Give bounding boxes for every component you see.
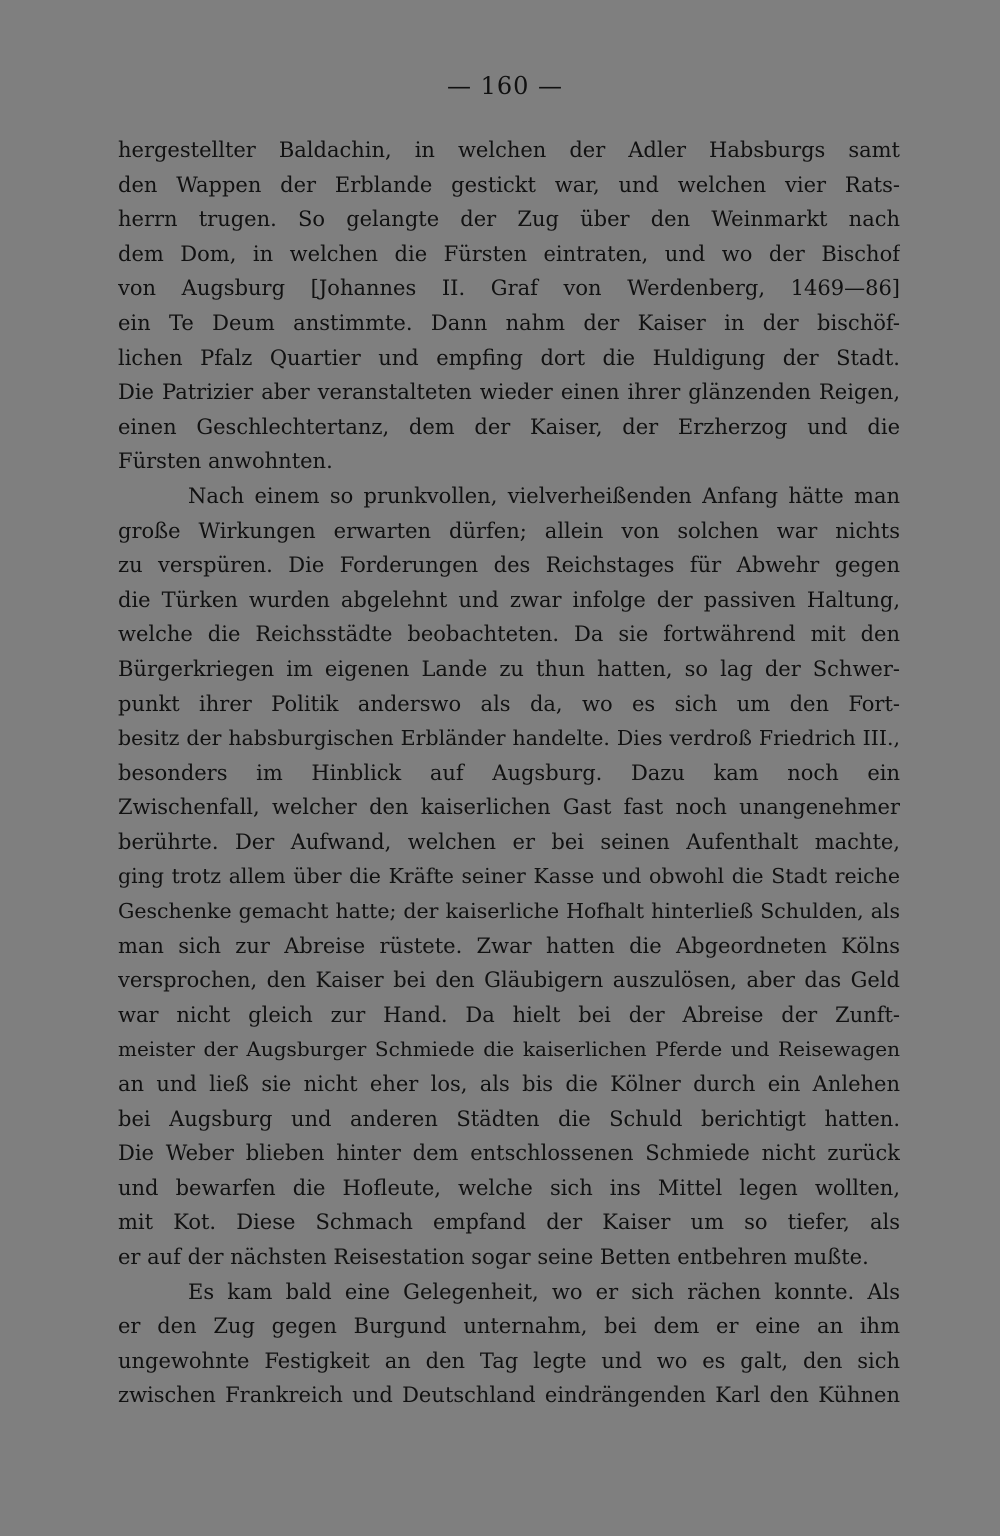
- text-line: punkt ihrer Politik anderswo als da, wo es sich um den Fort-: [118, 691, 900, 716]
- text-line: von Augsburg [Johannes II. Graf von Werdenberg, 1469—86]: [118, 276, 900, 301]
- text-line: ein Te Deum anstimmte. Dann nahm der Kaiser in der bischöf-: [118, 310, 900, 335]
- text-line: meister der Augsburger Schmiede die kaiserlichen Pferde und Reisewagen: [118, 1037, 900, 1062]
- text-line: war nicht gleich zur Hand. Da hielt bei der Abreise der Zunft-: [118, 1002, 900, 1027]
- text-line: Zwischenfall, welcher den kaiserlichen Gast fast noch unangenehmer: [118, 795, 900, 820]
- body-text: [118, 133, 900, 1413]
- text-line: ungewohnte Festigkeit an den Tag legte und wo es galt, den sich: [118, 1348, 900, 1373]
- text-line: die Türken wurden abgelehnt und zwar infolge der passiven Haltung,: [118, 587, 900, 612]
- text-line: er auf der nächsten Reisestation sogar seine Betten entbehren mußte.: [118, 1245, 869, 1269]
- text-line: einen Geschlechtertanz, dem der Kaiser, der Erzherzog und die: [118, 414, 900, 439]
- text-line: Die Patrizier aber veranstalteten wieder einen ihrer glänzenden Reigen,: [118, 380, 900, 405]
- text-line: Bürgerkriegen im eigenen Lande zu thun hatten, so lag der Schwer-: [118, 656, 900, 681]
- text-line: und bewarfen die Hofleute, welche sich ins Mittel legen wollten,: [118, 1175, 900, 1200]
- text-line: berührte. Der Aufwand, welchen er bei seinen Aufenthalt machte,: [118, 829, 900, 854]
- text-line: besonders im Hinblick auf Augsburg. Dazu kam noch ein: [118, 760, 900, 785]
- text-line: Geschenke gemacht hatte; der kaiserliche Hofhalt hinterließ Schulden, als: [118, 899, 900, 924]
- text-line: dem Dom, in welchen die Fürsten eintraten, und wo der Bischof: [118, 241, 900, 266]
- text-line: versprochen, den Kaiser bei den Gläubigern auszulösen, aber das Geld: [118, 968, 900, 993]
- text-line: er den Zug gegen Burgund unternahm, bei dem er eine an ihm: [118, 1314, 900, 1339]
- text-line: den Wappen der Erblande gestickt war, und welchen vier Rats-: [118, 172, 900, 197]
- page-number: — 160 —: [446, 72, 564, 100]
- text-line: Es kam bald eine Gelegenheit, wo er sich rächen konnte. Als: [188, 1279, 900, 1304]
- text-line: welche die Reichsstädte beobachteten. Da sie fortwährend mit den: [118, 622, 900, 647]
- text-line: Nach einem so prunkvollen, vielverheißenden Anfang hätte man: [188, 483, 900, 508]
- text-line: zwischen Frankreich und Deutschland eindrängenden Karl den Kühnen: [118, 1383, 900, 1408]
- text-line: bei Augsburg und anderen Städten die Schuld berichtigt hatten.: [118, 1106, 900, 1131]
- text-line: mit Kot. Diese Schmach empfand der Kaiser um so tiefer, als: [118, 1210, 900, 1235]
- text-line: zu verspüren. Die Forderungen des Reichstages für Abwehr gegen: [118, 553, 900, 578]
- text-line: Fürsten anwohnten.: [118, 449, 333, 474]
- text-line: große Wirkungen erwarten dürfen; allein von solchen war nichts: [118, 518, 900, 543]
- text-line: man sich zur Abreise rüstete. Zwar hatten die Abgeordneten Kölns: [118, 933, 900, 958]
- text-line: an und ließ sie nicht eher los, als bis die Kölner durch ein Anlehen: [118, 1072, 900, 1097]
- text-line: besitz der habsburgischen Erbländer handelte. Dies verdroß Friedrich III.,: [118, 726, 900, 751]
- text-line: hergestellter Baldachin, in welchen der Adler Habsburgs samt: [118, 138, 900, 162]
- text-line: Die Weber blieben hinter dem entschlossenen Schmiede nicht zurück: [118, 1141, 900, 1166]
- text-line: lichen Pfalz Quartier und empfing dort die Huldigung der Stadt.: [118, 345, 900, 370]
- text-line: ging trotz allem über die Kräfte seiner Kasse und obwohl die Stadt reiche: [118, 864, 900, 889]
- text-line: herrn trugen. So gelangte der Zug über den Weinmarkt nach: [118, 207, 900, 232]
